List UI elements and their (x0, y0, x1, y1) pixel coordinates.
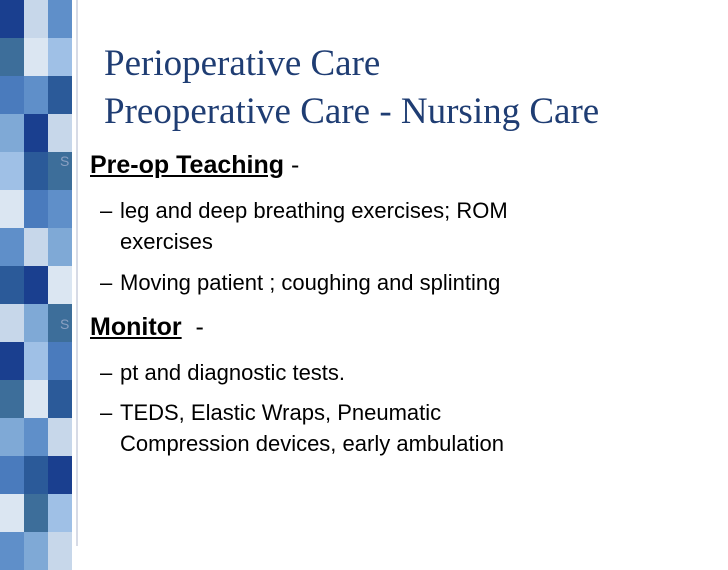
title-line-2: Preoperative Care - Nursing Care (104, 91, 600, 132)
list-item (100, 397, 441, 428)
heading-keyword: Pre-op Teaching (90, 151, 285, 179)
dash-marker: – (100, 360, 113, 385)
heading-keyword: Monitor (90, 313, 182, 341)
item-text: pt and diagnostic tests. (120, 360, 346, 385)
list-item-continuation (100, 428, 504, 459)
title-line-1: Perioperative Care (104, 43, 381, 84)
section-heading-preop (90, 150, 299, 180)
item-text: Compression devices, early ambulation (120, 431, 504, 456)
dash-marker: – (100, 400, 113, 425)
list-item-continuation (100, 226, 213, 257)
list-item (100, 267, 500, 298)
heading-suffix: - (284, 151, 300, 179)
item-text: exercises (120, 229, 213, 254)
heading-suffix: - (181, 313, 204, 341)
dash-marker: – (100, 198, 113, 223)
item-text: Moving patient ; coughing and splinting (120, 270, 501, 295)
bullet-icon: S (60, 153, 70, 169)
section-heading-monitor (90, 312, 204, 342)
dash-marker: – (100, 270, 113, 295)
list-item (100, 357, 345, 388)
item-text: leg and deep breathing exercises; ROM (120, 198, 508, 223)
list-item (100, 195, 508, 226)
bullet-icon: S (60, 316, 70, 332)
item-text: TEDS, Elastic Wraps, Pneumatic (120, 400, 442, 425)
